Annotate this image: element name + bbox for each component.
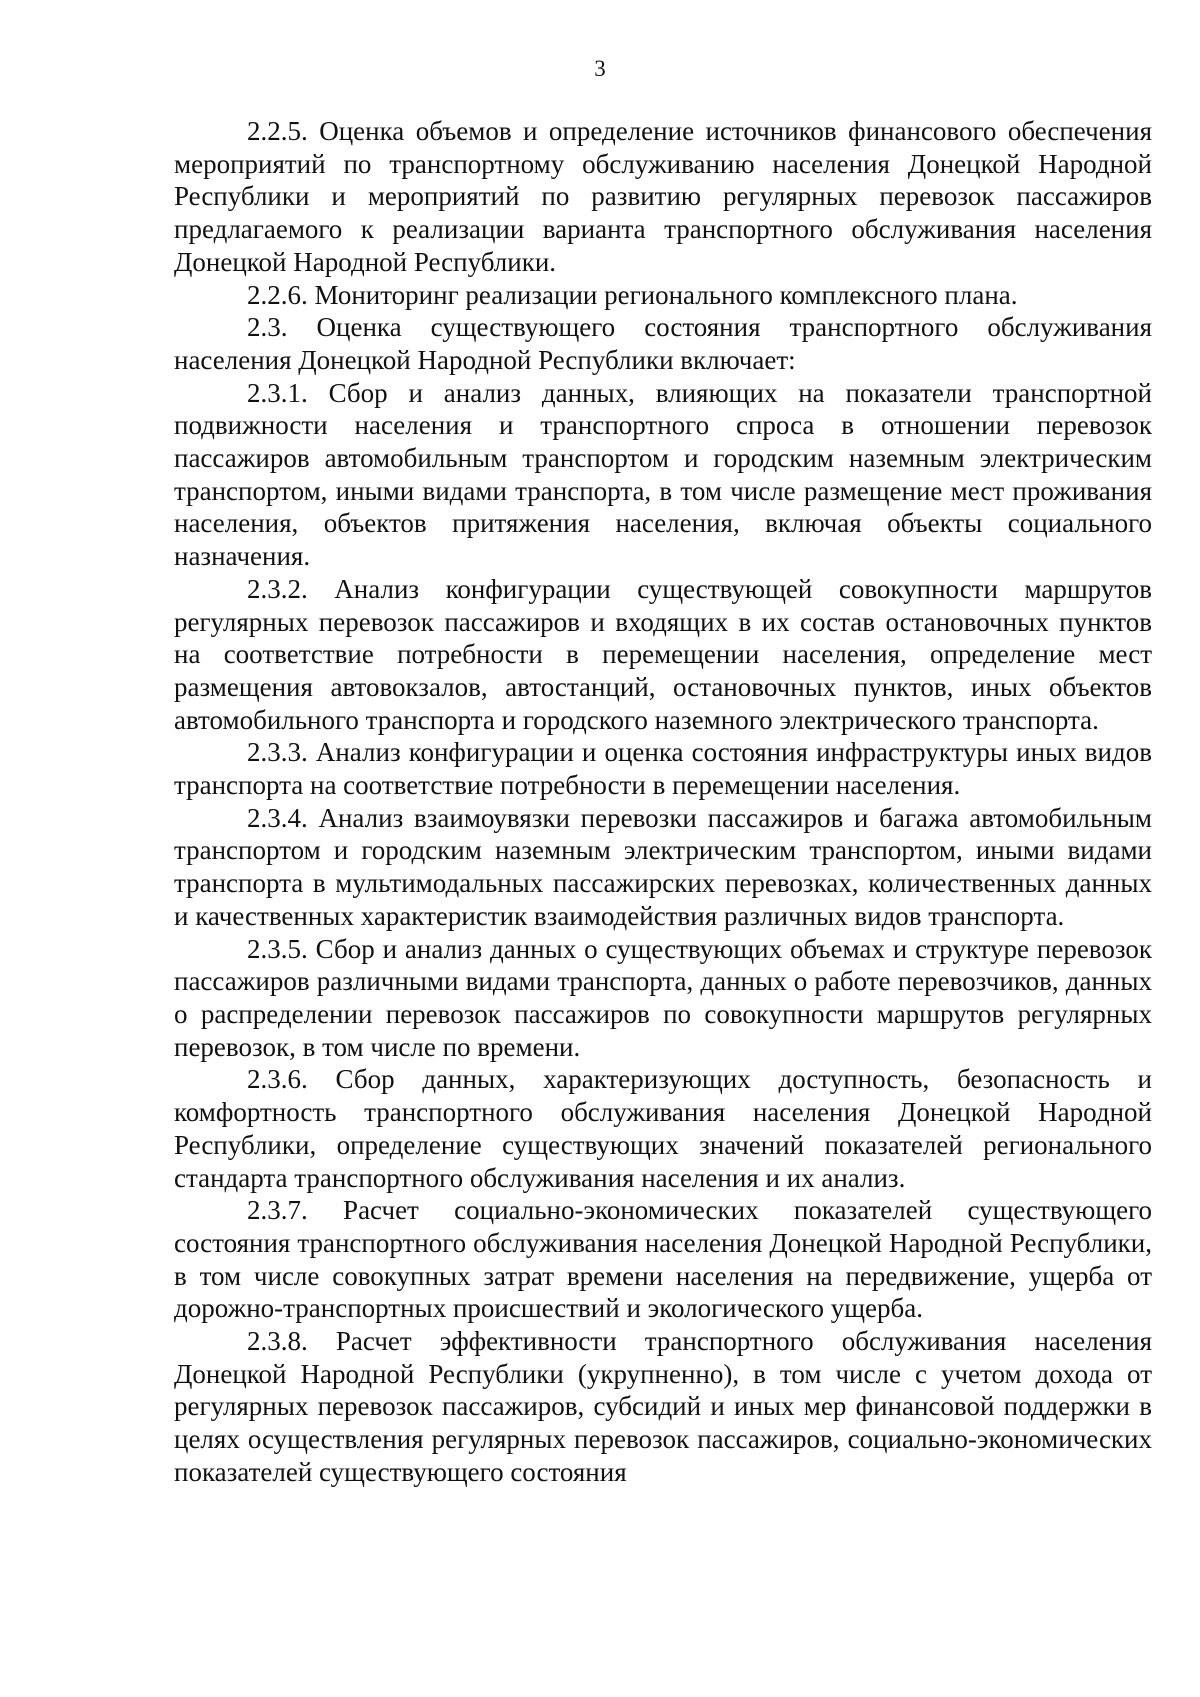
- paragraph-2-3-6: 2.3.6. Сбор данных, характеризующих доступность, безопасность и комфортность транспортного обслуживания населения Донецкой Народной Республики, определение существующих значений показателей регионального стандарта транспортного обслуживания населения и их анализ.: [174, 1064, 1152, 1193]
- paragraph-2-3-1: 2.3.1. Сбор и анализ данных, влияющих на показатели транспортной подвижности населения и транспортного спроса в отношении перевозок пассажиров автомобильным транспортом и городским наземным электрическим транспортом, иными видами транспорта, в том числе размещение мест проживания населения, объектов притяжения населения, включая объекты социального назначения.: [174, 377, 1152, 572]
- paragraph-2-3-2: 2.3.2. Анализ конфигурации существующей совокупности маршрутов регулярных перевозок пассажиров и входящих в их состав остановочных пунктов на соответствие потребности в перемещении населения, определение мест размещения автовокзалов, автостанций, остановочных пунктов, иных объектов автомобильного транспорта и городского наземного электрического транспорта.: [174, 573, 1152, 735]
- paragraph-2-3-7: 2.3.7. Расчет социально-экономических показателей существующего состояния транспортного обслуживания населения Донецкой Народной Республики, в том числе совокупных затрат времени населения на передвижение, ущерба от дорожно-транспортных происшествий и экологического ущерба.: [174, 1195, 1152, 1324]
- paragraph-2-2-5: 2.2.5. Оценка объемов и определение источников финансового обеспечения мероприятий по транспортному обслуживанию населения Донецкой Народной Республики и мероприятий по развитию регулярных перевозок пассажиров предлагаемого к реализации варианта транспортного обслуживания населения Донецкой Народной Республики.: [174, 116, 1152, 277]
- paragraph-2-3-8: 2.3.8. Расчет эффективности транспортного обслуживания населения Донецкой Народной Республики (укрупненно), в том числе с учетом дохода от регулярных перевозок пассажиров, субсидий и иных мер финансовой поддержки в целях осуществления регулярных перевозок пассажиров, социально-экономических показателей существующего состояния: [174, 1326, 1152, 1487]
- document-body: [174, 115, 1152, 1489]
- page-number: 3: [594, 56, 606, 81]
- paragraph-2-3-5: 2.3.5. Сбор и анализ данных о существующих объемах и структуре перевозок пассажиров различными видами транспорта, данных о работе перевозчиков, данных о распределении перевозок пассажиров по совокупности маршрутов регулярных перевозок, в том числе по времени.: [174, 933, 1152, 1062]
- paragraph-2-3-4: 2.3.4. Анализ взаимоувязки перевозки пассажиров и багажа автомобильным транспортом и городским наземным электрическим транспортом, иными видами транспорта в мультимодальных пассажирских перевозках, количественных данных и качественных характеристик взаимодействия различных видов транспорта.: [174, 802, 1152, 931]
- paragraph-2-2-6: 2.2.6. Мониторинг реализации регионального комплексного плана.: [247, 279, 1018, 310]
- paragraph-2-3: 2.3. Оценка существующего состояния транспортного обслуживания населения Донецкой Народной Республики включает:: [174, 312, 1152, 375]
- paragraph-2-3-3: 2.3.3. Анализ конфигурации и оценка состояния инфраструктуры иных видов транспорта на соответствие потребности в перемещении населения.: [174, 737, 1152, 801]
